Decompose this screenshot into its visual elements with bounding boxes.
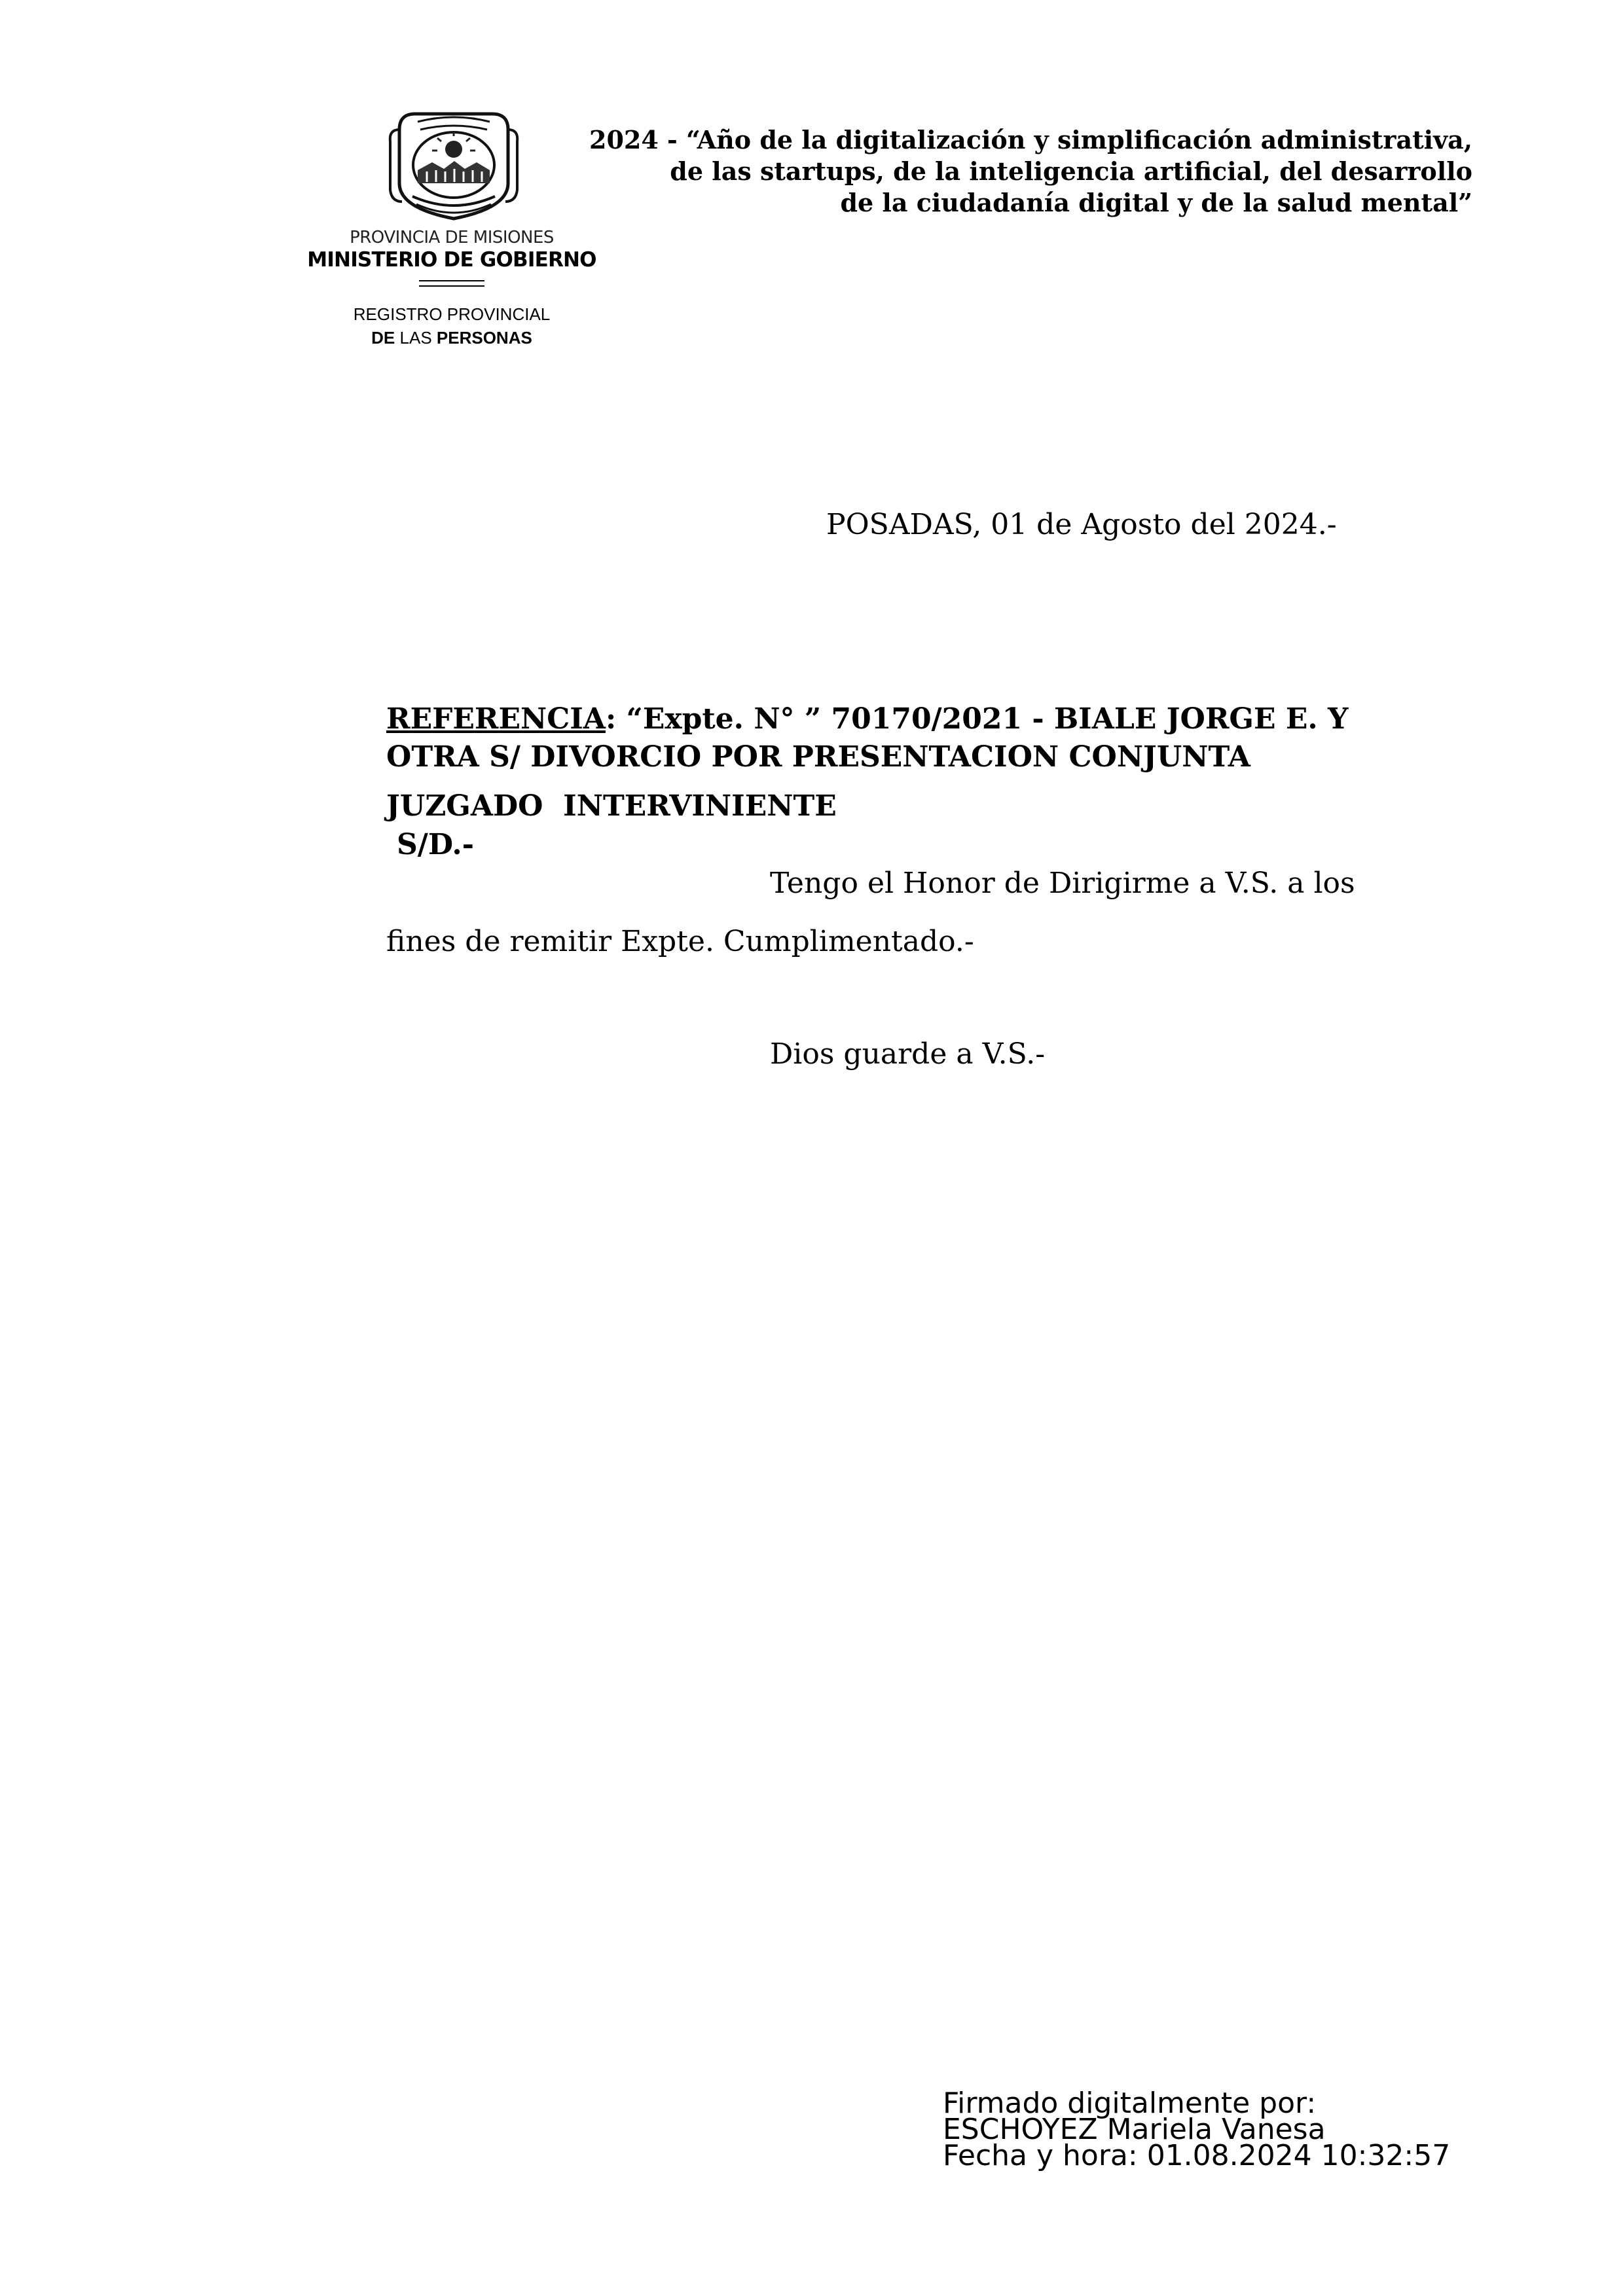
- sd-abbreviation: S/D.-: [397, 828, 475, 861]
- digital-signature: [943, 2087, 1451, 2172]
- closing-salutation: Dios guarde a V.S.-: [770, 1037, 1046, 1071]
- ministry-name: MINISTERIO DE GOBIERNO: [307, 248, 596, 272]
- reference-block: [386, 700, 1499, 776]
- court-addressee: JUZGADO INTERVINIENTE: [386, 789, 837, 823]
- registry-name: [314, 302, 589, 350]
- paragraph-line-2: fines de remitir Expte. Cumplimentado.-: [386, 925, 974, 958]
- registry-personas: PERSONAS: [436, 328, 532, 348]
- letterhead-divider: [419, 280, 484, 287]
- motto-line-1: 2024 - “Año de la digitalización y simplificación administrativa,: [589, 125, 1472, 154]
- registry-de: DE: [371, 328, 395, 348]
- place-date: POSADAS, 01 de Agosto del 2024.-: [826, 508, 1337, 541]
- paragraph-line-1: Tengo el Honor de Dirigirme a V.S. a los: [770, 867, 1355, 900]
- registry-line-1: REGISTRO PROVINCIAL: [353, 304, 551, 324]
- reference-line-1: [386, 700, 1499, 738]
- motto-line-3: de la ciudadanía digital y de la salud mental”: [840, 188, 1472, 217]
- signature-line-1: Firmado digitalmente por:: [943, 2087, 1317, 2120]
- motto-line-2: de las startups, de la inteligencia artificial, del desarrollo: [670, 156, 1472, 186]
- province-name: PROVINCIA DE MISIONES: [350, 228, 554, 247]
- year-motto: [490, 124, 1472, 219]
- registry-line-2: [314, 326, 589, 350]
- reference-line-2: OTRA S/ DIVORCIO POR PRESENTACION CONJUNTA: [386, 740, 1250, 774]
- registry-las: LAS: [399, 328, 432, 348]
- reference-case: : “Expte. N° ” 70170/2021 - BIALE JORGE E. Y: [605, 702, 1349, 736]
- reference-label: REFERENCIA: [386, 702, 606, 736]
- signature-datetime: Fecha y hora: 01.08.2024 10:32:57: [943, 2139, 1451, 2172]
- signature-signer: ESCHOYEZ Mariela Vanesa: [943, 2113, 1326, 2146]
